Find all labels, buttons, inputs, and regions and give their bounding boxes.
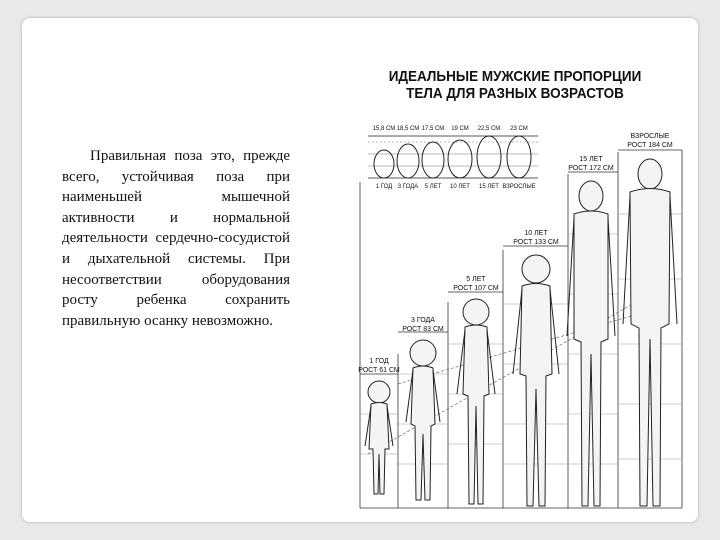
head-size-label: 15,8 СМ <box>372 126 396 132</box>
figure-age-label: 3 ГОДА <box>411 317 435 324</box>
figure-age-3 <box>406 340 440 500</box>
head-age-label: 15 ЛЕТ <box>479 184 499 190</box>
head-size-label: 22,5 СМ <box>477 126 501 132</box>
head-outline <box>507 136 531 178</box>
figure-age-label: 15 ЛЕТ <box>579 156 603 163</box>
head-age-label: 5 ЛЕТ <box>424 184 442 190</box>
body-paragraph: Правильная поза это, прежде всего, устойчивая поза при наименьшей мышечной активности и нормальной деятельности сердечно-сосудистой и дыхательной системы. При несоответствии оборудования росту ребенка сохранить правильную осанку невозможно. <box>62 148 290 329</box>
head-outline <box>448 140 472 178</box>
head-outline <box>397 144 419 178</box>
head-size-label: 17,5 СМ <box>421 126 445 132</box>
head-outline <box>422 142 444 178</box>
head-age-label: 10 ЛЕТ <box>450 184 470 190</box>
figure-title-line-1: ИДЕАЛЬНЫЕ МУЖСКИЕ ПРОПОРЦИИ <box>388 68 642 85</box>
figure-adult <box>623 159 677 506</box>
head-age-label: 3 ГОДА <box>397 184 419 190</box>
figure-age-15 <box>567 181 615 506</box>
figure-title-line-2: ТЕЛА ДЛЯ РАЗНЫХ ВОЗРАСТОВ <box>406 85 624 102</box>
figure-age-label: ВЗРОСЛЫЕ <box>630 133 670 140</box>
head-age-label: 1 ГОД <box>375 184 393 190</box>
slide <box>22 18 698 522</box>
figure-age-1 <box>365 381 393 494</box>
figure-labels <box>358 133 673 374</box>
body-text-block <box>62 146 290 331</box>
head-comparison-strip <box>368 126 538 190</box>
figure-age-10 <box>513 255 559 506</box>
head-size-label: 19 СМ <box>451 126 469 132</box>
figure-age-label: 5 ЛЕТ <box>466 276 486 283</box>
figure-title <box>356 68 675 102</box>
figure-height-label: РОСТ 172 СМ <box>568 165 614 172</box>
figure-age-label: 1 ГОД <box>369 358 389 365</box>
head-age-label: ВЗРОСЛЫЕ <box>502 184 536 190</box>
head-outline <box>477 136 501 178</box>
head-size-label: 18,5 СМ <box>396 126 420 132</box>
figure-age-5 <box>457 299 495 504</box>
figure-height-label: РОСТ 107 СМ <box>453 285 499 292</box>
figure-age-label: 10 ЛЕТ <box>524 230 548 237</box>
figure-height-label: РОСТ 184 СМ <box>627 142 673 149</box>
figure-height-label: РОСТ 61 СМ <box>358 367 400 374</box>
head-size-label: 23 СМ <box>510 126 528 132</box>
proportions-illustration <box>338 54 692 518</box>
figure-height-label: РОСТ 83 СМ <box>402 326 444 333</box>
proportions-figure <box>338 54 692 518</box>
figure-height-label: РОСТ 133 СМ <box>513 239 559 246</box>
